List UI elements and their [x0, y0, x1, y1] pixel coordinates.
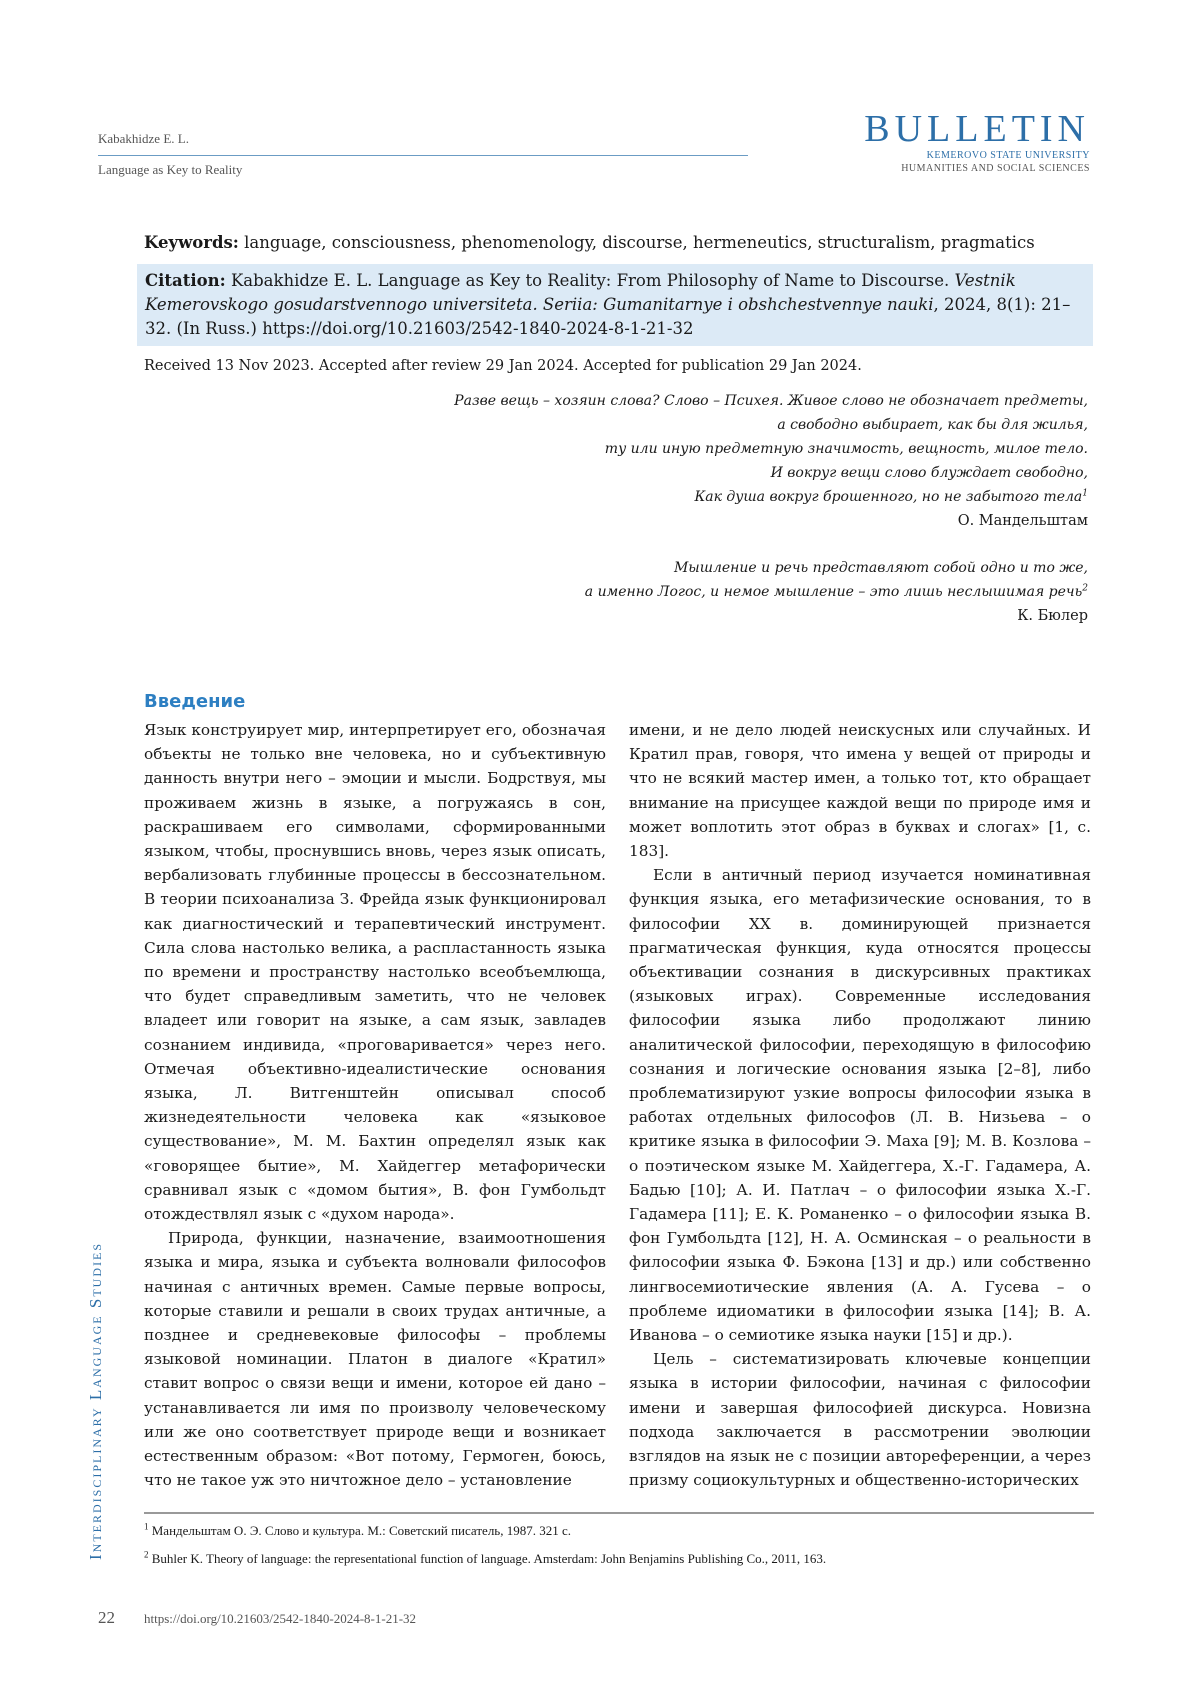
epigraph-1-line — [288, 485, 1088, 509]
received-dates: Received 13 Nov 2023. Accepted after review 29 Jan 2024. Accepted for publication 29 Jan 2024. — [144, 358, 862, 374]
journal-series: HUMANITIES AND SOCIAL SCIENCES — [901, 163, 1090, 174]
epigraph-2-author: К. Бюлер — [1017, 608, 1088, 624]
header-rule — [98, 155, 748, 156]
journal-logo — [864, 110, 1090, 174]
running-head-title: Language as Key to Reality — [98, 162, 243, 177]
page-number: 22 — [98, 1608, 115, 1627]
paragraph: Цель – систематизировать ключевые концепции языка в истории философии, начиная с философии имени и завершая философией дискурса. Новизна подхода заключается в рассмотрении эволюции взглядов на язык не с позиции автореференции, а через призму социокультурных и общественно-исторических — [629, 1350, 1091, 1490]
section-heading: Введение — [144, 691, 246, 712]
citation-text-end: , 2024, 8(1): 21–32. (In Russ.) https://doi.org/10.21603/2542-1840-2024-8-1-21-32 — [145, 295, 1071, 338]
epigraph-1-line: Разве вещь – хозяин слова? Слово – Психея. Живое слово не обозначает предметы, — [454, 393, 1088, 409]
side-section-label: Interdisciplinary Language Studies — [86, 1242, 105, 1560]
running-head-author: Kabakhidze E. L. — [98, 131, 189, 146]
epigraph-2-line: Мышление и речь представляют собой одно и то же, — [673, 560, 1088, 576]
epigraph-2-line — [288, 580, 1088, 604]
footnote-ref-2: 2 — [1082, 583, 1088, 594]
epigraph-1-line: И вокруг вещи слово блуждает свободно, — [770, 465, 1088, 481]
epigraph-1-author: О. Мандельштам — [957, 513, 1088, 529]
footnote — [144, 1550, 1094, 1568]
text-column-right — [629, 718, 1091, 1493]
keywords-label: Keywords: — [144, 233, 239, 252]
keywords — [144, 232, 1094, 254]
paragraph: Если в античный период изучается номинативная функция языка, его метафизические основания, то в философии XX в. доминирующей признается прагматическая функция, куда относятся процессы объективации сознания в дискурсивных практиках (языковых играх). Современные исследования философии языка либо продолжают линию аналитической философии, переходящую в философию сознания и логические основания языка [2–8], либо проблематизируют узкие вопросы философии языка в работах отдельных философов (Л. В. Низьева – о критике языка в философии Э. Маха [9]; М. В. Козлова – о поэтическом языке М. Хайдеггера, Х.-Г. Гадамера, А. Бадью [10]; А. И. Патлач – о философии языка Х.-Г. Гадамера [11]; Е. К. Романенко – о философии языка В. фон Гумбольдта [12], Н. А. Осминская – о реальности в философии языка Ф. Бэкона [13] и др.) или собственно лингвосемиотические явления (А. А. Гусева – о проблеме идиоматики в философии языка [14]; В. А. Иванова – о семиотике языка науки [15] и др.). — [629, 866, 1091, 1345]
text-column-left — [144, 718, 606, 1493]
footnote-number: 2 — [144, 1549, 149, 1560]
paragraph: Язык конструирует мир, интерпретирует его, обозначая объекты не только вне человека, но и субъективную данность внутри него – эмоции и мысли. Бодрствуя, мы проживаем жизнь в языке, а погружаясь в сон, раскрашиваем его символами, сформированными языком, чтобы, проснувшись вновь, через язык описать, вербализовать глубинные процессы в бессознательном. В теории психоанализа З. Фрейда язык функционировал как диагностический и терапевтический инструмент. Сила слова настолько велика, а распластанность языка по времени и пространству настолько всеобъемлюща, что будет справедливым заметить, что не человек владеет или говорит на языке, а сам язык, завладев сознанием индивида, «проговаривается» через него. Отмечая объективно-идеалистические основания языка, Л. Витгенштейн описывал способ жизнедеятельности человека как «языковое существование», М. М. Бахтин определял язык как «говорящее бытие», М. Хайдеггер метафорически сравнивал язык с «домом бытия», В. фон Гумбольдт отождествлял язык с «духом народа». — [144, 721, 606, 1224]
paragraph: имени, и не дело людей неискусных или случайных. И Кратил прав, говоря, что имена у вещей от природы и что не всякий мастер имен, а только тот, кто обращает внимание на присущее каждой вещи по природе имя и может воплотить этот образ в буквах и слогах» [1, с. 183]. — [629, 721, 1091, 861]
citation-label: Citation: — [145, 271, 226, 290]
epigraph-1-line: а свободно выбирает, как бы для жилья, — [777, 417, 1088, 433]
epigraph-2-text: а именно Логос, и немое мышление – это лишь неслышимая речь — [584, 584, 1083, 600]
footnote-text: Мандельштам О. Э. Слово и культура. М.: Советский писатель, 1987. 321 с. — [148, 1523, 572, 1538]
footnote — [144, 1522, 1094, 1540]
footnote-number: 1 — [144, 1521, 149, 1532]
footnote-text: Buhler K. Theory of language: the representational function of language. Amsterdam: John Benjamins Publishing Co., 2011, 163. — [148, 1551, 827, 1566]
journal-name: BULLETIN — [864, 108, 1090, 150]
citation-journal: Vestnik Kemerovskogo gosudarstvennogo universiteta. Seriia: Gumanitarnye i obshchestvennye nauki — [145, 271, 1016, 314]
citation-box — [137, 264, 1093, 346]
doi-link[interactable]: https://doi.org/10.21603/2542-1840-2024-8-1-21-32 — [144, 1611, 417, 1626]
paragraph: Природа, функции, назначение, взаимоотношения языка и мира, языка и субъекта волновали философов начиная с античных времен. Самые первые вопросы, которые ставили и решали в своих трудах античные, а позднее и средневековые философы – проблемы языковой номинации. Платон в диалоге «Кратил» ставит вопрос о связи вещи и имени, которое ей дано – устанавливается ли имя по произволу человеческому или же оно соответствует природе вещи и возникает естественным образом: «Вот потому, Гермоген, боюсь, что не такое уж это ничтожное дело – установление — [144, 1229, 606, 1490]
journal-university: KEMEROVO STATE UNIVERSITY — [926, 150, 1090, 161]
citation-text: Kabakhidze E. L. Language as Key to Reality: From Philosophy of Name to Discourse. — [225, 271, 955, 290]
footnote-ref-1: 1 — [1082, 488, 1088, 499]
footnote-rule — [144, 1512, 1094, 1514]
epigraph-1-line: ту или иную предметную значимость, вещность, милое тело. — [604, 441, 1088, 457]
keywords-text: language, consciousness, phenomenology, discourse, hermeneutics, structuralism, pragmatics — [238, 233, 1035, 252]
epigraph-1-text: Как душа вокруг брошенного, но не забытого тела — [694, 489, 1083, 505]
